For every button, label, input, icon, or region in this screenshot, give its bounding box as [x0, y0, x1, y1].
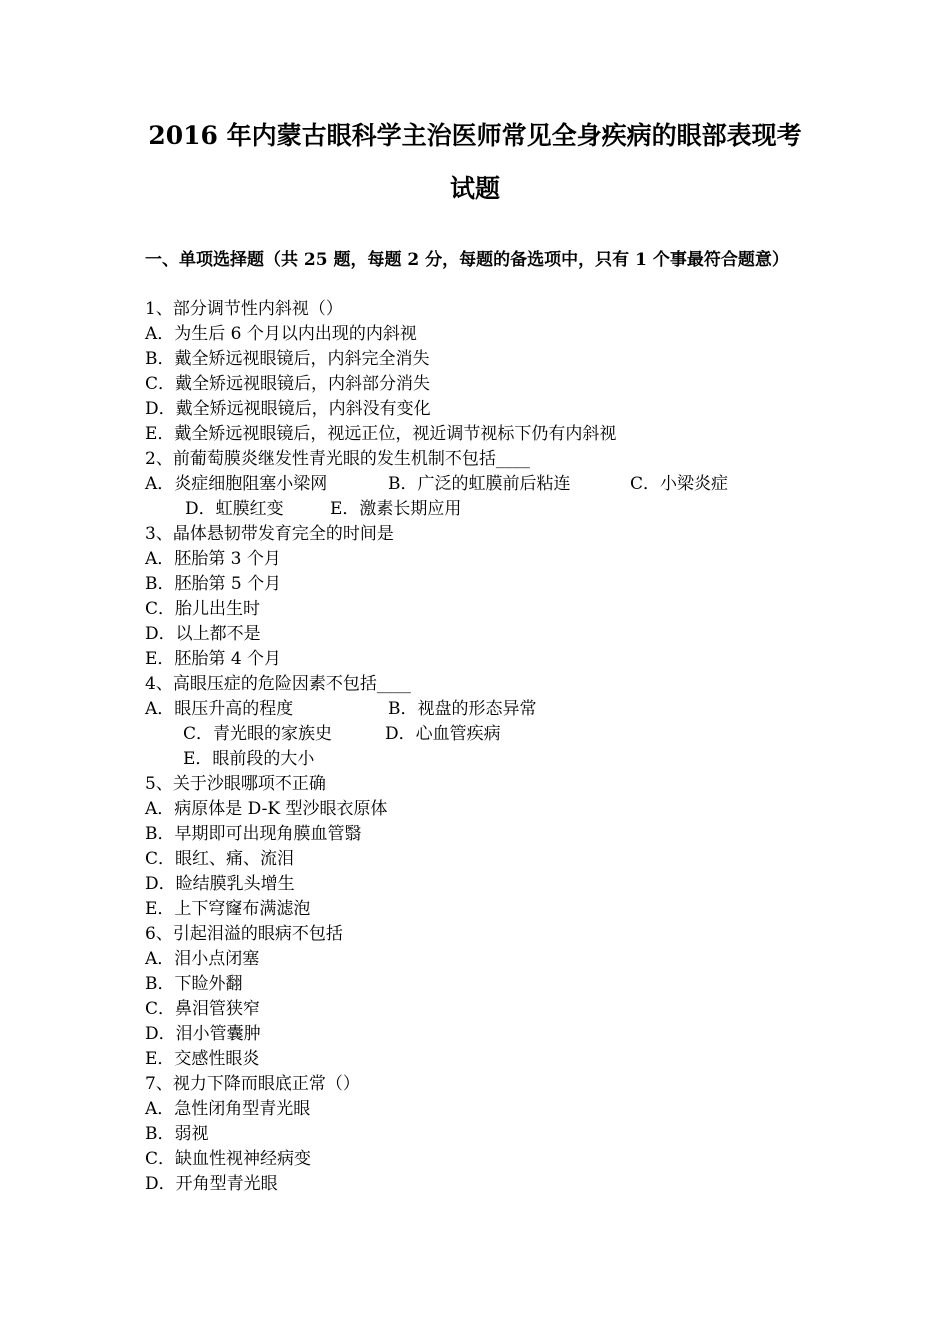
option: B．戴全矫远视眼镜后，内斜完全消失 [145, 349, 430, 369]
question-stem: 7、视力下降而眼底正常（） [145, 1074, 360, 1094]
option: E．戴全矫远视眼镜后，视远正位，视近调节视标下仍有内斜视 [145, 424, 617, 444]
question-stem: 6、引起泪溢的眼病不包括 [145, 924, 343, 944]
option: C．青光眼的家族史 [183, 724, 333, 744]
option: B．视盘的形态异常 [388, 699, 537, 719]
option: E．胚胎第 4 个月 [145, 649, 282, 669]
option: D．开角型青光眼 [145, 1174, 278, 1194]
option: B．早期即可出现角膜血管翳 [145, 824, 362, 844]
option: A．眼压升高的程度 [145, 699, 294, 719]
option: D．虹膜红变 [185, 499, 284, 519]
option: A．为生后 6 个月以内出现的内斜视 [145, 324, 417, 344]
question-stem: 2、前葡萄膜炎继发性青光眼的发生机制不包括____ [145, 449, 530, 469]
option: A．胚胎第 3 个月 [145, 549, 281, 569]
option: E．上下穹窿布满滤泡 [145, 899, 311, 919]
option-row [145, 472, 825, 497]
option: E．眼前段的大小 [183, 749, 315, 769]
option: C．胎儿出生时 [145, 599, 261, 619]
question-stem: 4、高眼压症的危险因素不包括____ [145, 674, 411, 694]
question-stem: 1、部分调节性内斜视（） [145, 299, 343, 319]
option: B．胚胎第 5 个月 [145, 574, 282, 594]
document-title-line-1: 2016 年内蒙古眼科学主治医师常见全身疾病的眼部表现考 [148, 121, 802, 150]
option: A．急性闭角型青光眼 [145, 1099, 311, 1119]
option: C．眼红、痛、流泪 [145, 849, 295, 869]
option: C．鼻泪管狭窄 [145, 999, 261, 1019]
option: C．小梁炎症 [630, 474, 729, 494]
option: A．病原体是 D-K 型沙眼衣原体 [145, 799, 388, 819]
option: D．泪小管囊肿 [145, 1024, 261, 1044]
question-stem: 5、关于沙眼哪项不正确 [145, 774, 326, 794]
option: E．激素长期应用 [330, 499, 462, 519]
option: C．戴全矫远视眼镜后，内斜部分消失 [145, 374, 431, 394]
option: D．心血管疾病 [385, 724, 501, 744]
option: A．泪小点闭塞 [145, 949, 260, 969]
document-title-line-2: 试题 [449, 174, 500, 203]
option: B．广泛的虹膜前后粘连 [388, 474, 571, 494]
option-row [145, 497, 825, 522]
option-row [145, 697, 825, 722]
option: A．炎症细胞阻塞小梁网 [145, 474, 328, 494]
option: C．缺血性视神经病变 [145, 1149, 312, 1169]
option: D．戴全矫远视眼镜后，内斜没有变化 [145, 399, 431, 419]
option: E．交感性眼炎 [145, 1049, 260, 1069]
section-heading: 一、单项选择题（共 25 题，每题 2 分，每题的备选项中，只有 1 个事最符合题意） [145, 250, 789, 270]
question-stem: 3、晶体悬韧带发育完全的时间是 [145, 524, 394, 544]
question-list [145, 297, 825, 1197]
option-row [145, 747, 825, 772]
option: D．睑结膜乳头增生 [145, 874, 295, 894]
option: B．下睑外翻 [145, 974, 243, 994]
option: B．弱视 [145, 1124, 209, 1144]
option-row [145, 722, 825, 747]
option: D．以上都不是 [145, 624, 261, 644]
